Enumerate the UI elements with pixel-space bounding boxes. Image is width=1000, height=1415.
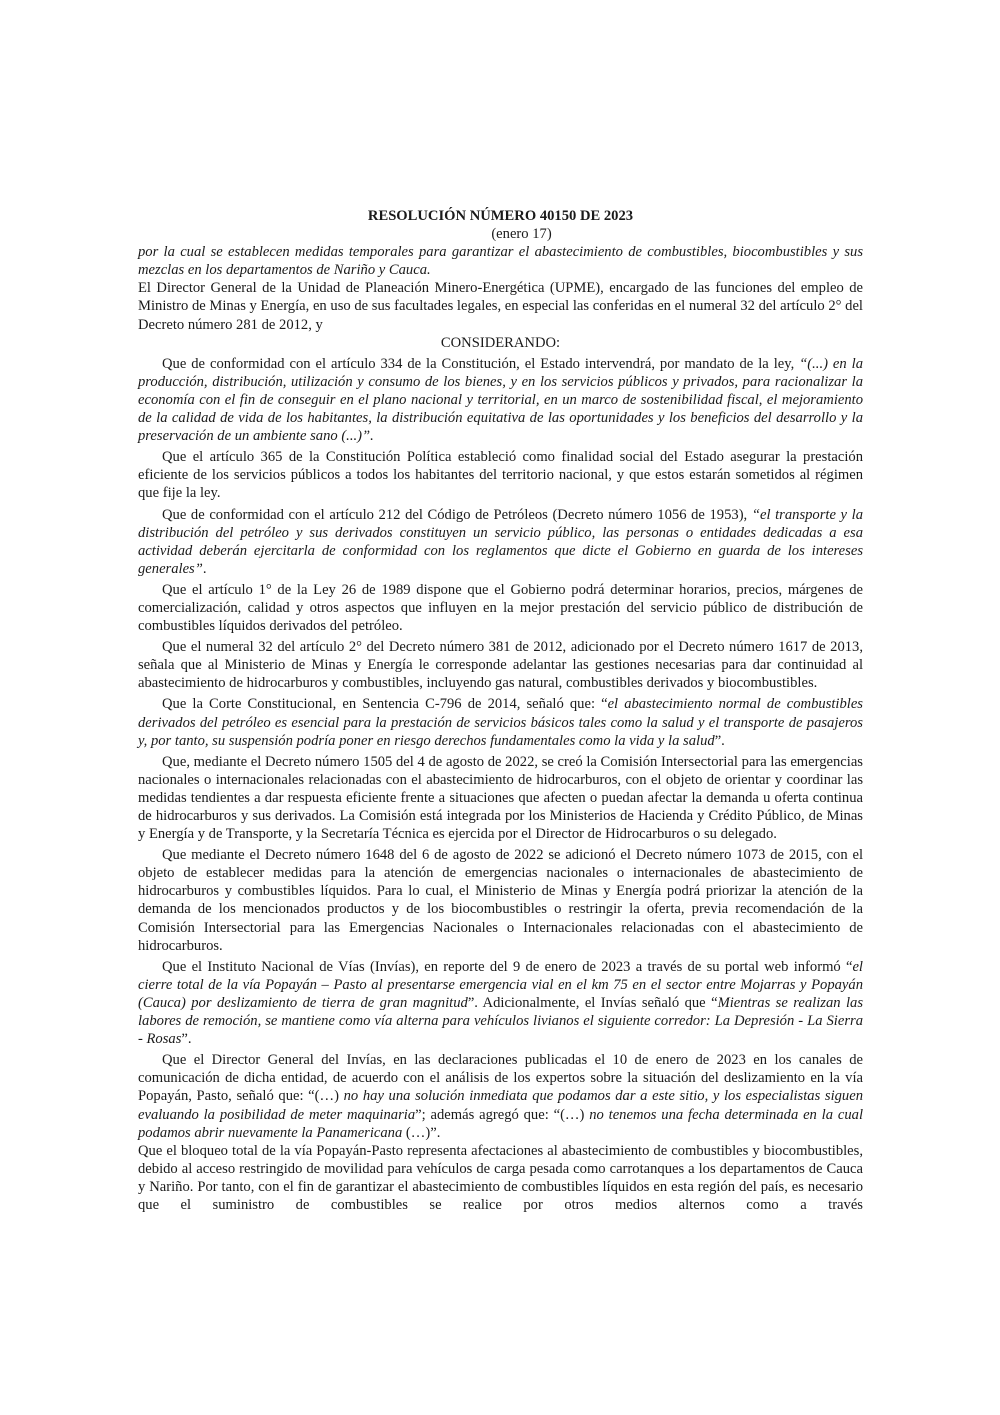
considering-paragraph-11: Que el bloqueo total de la vía Popayán-Pasto representa afectaciones al abastecimiento de combustibles y biocombustibles, debido al acceso restringido de movilidad para vehículos de carga pesada como carrotanques a los departamentos de Cauca y Nariño. Por tanto, con el fin de garantizar el abastecimiento de combustibles líquidos en esta región del país, es necesario que el suministro de combustibles se realice por otros medios alternos como a través [138, 1142, 863, 1213]
considering-paragraph-7: Que, mediante el Decreto número 1505 del 4 de agosto de 2022, se creó la Comisión Intersectorial para las emergencias nacionales o internacionales relacionadas con el abastecimiento de hidrocarburos, con el objeto de orientar y coordinar las medidas tendientes a dar respuesta eficiente frente a situaciones que afecten o puedan afectar la demanda u oferta continua de hidrocarburos y sus derivados. La Comisión está integrada por los Ministerios de Hacienda y Crédito Público, de Minas y Energía y de Transporte, y la Secretaría Técnica es ejercida por el Director de Hidrocarburos o su delegado. [138, 753, 863, 843]
subject-text: por la cual se establecen medidas temporales para garantizar el abastecimiento de combustibles, biocombustibles y sus mezclas en los departamentos de Nariño y Cauca. [138, 244, 863, 279]
p1-text: Que de conformidad con el artículo 334 de la Constitución, el Estado intervendrá, por mandato de la ley, [162, 355, 800, 372]
considering-paragraph-5: Que el numeral 32 del artículo 2° del Decreto número 381 de 2012, adicionado por el Decreto número 1617 de 2013, señala que al Ministerio de Minas y Energía le corresponde adelantar las gestiones necesarias para dar continuidad al abastecimiento de hidrocarburos y combustibles, incluyendo gas natural, combustibles derivados y biocombustibles. [138, 639, 863, 692]
considering-paragraph-1 [138, 355, 863, 445]
considering-paragraph-6 [138, 695, 863, 749]
p3-quote: “el transporte y la distribución del petróleo y sus derivados constituyen un servicio público, las personas o entidades dedicadas a esa actividad deberán ejercitarla de conformidad con los reglamentos que dicte el Gobierno en guarda de los intereses generales” [138, 506, 863, 577]
considering-paragraph-4: Que el artículo 1° de la Ley 26 de 1989 dispone que el Gobierno podrá determinar horarios, precios, márgenes de comercialización, calidad y otros aspectos que influyen en la mejor prestación del servicio público de distribución de combustibles líquidos derivados del petróleo. [138, 581, 863, 635]
p1-quote: “(...) en la producción, distribución, utilización y consumo de los bienes, y en los servicios públicos y privados, para racionalizar la economía con el fin de conseguir en el plano nacional y territorial, en un marco de sostenibilidad fiscal, el mejoramiento de la calidad de vida de los habitantes, la distribución equitativa de las oportunidades y los beneficios del desarrollo y la preservación de un ambiente sano (...)”. [138, 355, 863, 445]
considering-paragraph-8: Que mediante el Decreto número 1648 del 6 de agosto de 2022 se adicionó el Decreto número 1073 de 2015, con el objeto de establecer medidas para la atención de emergencias nacionales o internacionales de abastecimiento de hidrocarburos y combustibles líquidos. Para lo cual, el Ministerio de Minas y Energía podrá priorizar la atención de la demanda de los mencionados productos y de los biocombustibles o restringir la oferta, previa recomendación de la Comisión Intersectorial para las Emergencias Nacionales o Internacionales relacionadas con el abastecimiento de hidrocarburos. [138, 847, 863, 954]
p3-end: . [202, 560, 207, 577]
p6-quote: el abastecimiento normal de combustibles derivados del petróleo es esencial para la prestación de servicios básicos tales como la salud y el transporte de pasajeros y, por tanto, su suspensión podría poner en riesgo derechos fundamentales como la vida y la salud [138, 696, 863, 749]
p3-text: Que de conformidad con el artículo 212 del Código de Petróleos (Decreto número 1056 de 1953), [162, 506, 752, 523]
considering-paragraph-2: Que el artículo 365 de la Constitución Política estableció como finalidad social del Estado asegurar la prestación eficiente de los servicios públicos a todos los habitantes del territorio nacional, y que estos estarán sometidos al régimen que fije la ley. [138, 449, 863, 502]
resolution-subject [138, 243, 863, 279]
document-body [138, 207, 863, 1214]
p9-mid: ”. Adicionalmente, el Invías señaló que “ [467, 994, 718, 1011]
resolution-date: (enero 17) [491, 226, 552, 243]
p10-quote-2: no tenemos una fecha determinada en la cual podamos abrir nuevamente la Panamericana [138, 1106, 863, 1141]
considering-paragraph-9 [138, 958, 863, 1048]
considering-paragraph-3 [138, 506, 863, 578]
p10-mid: ”; además agregó que: “(…) [415, 1106, 590, 1123]
p9-text: Que el Instituto Nacional de Vías (Invías), en reporte del 9 de enero de 2023 a través de su portal web informó “ [162, 958, 853, 975]
p9-quote-2: Mientras se realizan las labores de remoción, se mantiene como vía alterna para vehículos livianos el siguiente corredor: La Depresión - La Sierra - Rosas [138, 994, 864, 1048]
resolution-title: RESOLUCIÓN NÚMERO 40150 DE 2023 [367, 208, 634, 224]
p9-end: ”. [181, 1031, 192, 1048]
p10-text: Que el Director General del Invías, en las declaraciones publicadas el 10 de enero de 2023 en los canales de comunicación de dicha entidad, de acuerdo con el análisis de los expertos sobre la situación del deslizamiento en la vía Popayán, Pasto, señaló que: “(…) [138, 1052, 863, 1105]
considering-paragraph-10 [138, 1051, 863, 1141]
p6-text: Que la Corte Constitucional, en Sentencia C-796 de 2014, señaló que: “ [162, 696, 608, 713]
p6-end: ”. [714, 732, 725, 749]
p10-end: (…)”. [402, 1124, 441, 1141]
p9-quote-1: el cierre total de la vía Popayán – Pasto al presentarse emergencia vial en el km 75 en el sector entre Mojarras y Popayán (Cauca) por deslizamiento de tierra de gran magnitud [138, 958, 863, 1011]
preamble-paragraph: El Director General de la Unidad de Planeación Minero-Energética (UPME), encargado de las funciones del empleo de Ministro de Minas y Energía, en uso de sus facultades legales, en especial las conferidas en el numeral 32 del artículo 2° del Decreto número 281 de 2012, y [138, 280, 863, 333]
considerando-heading: CONSIDERANDO: [440, 334, 561, 351]
p10-quote-1: no hay una solución inmediata que podamos dar a este sitio, y los especialistas siguen evaluando la posibilidad de meter maquinaria [138, 1088, 864, 1123]
